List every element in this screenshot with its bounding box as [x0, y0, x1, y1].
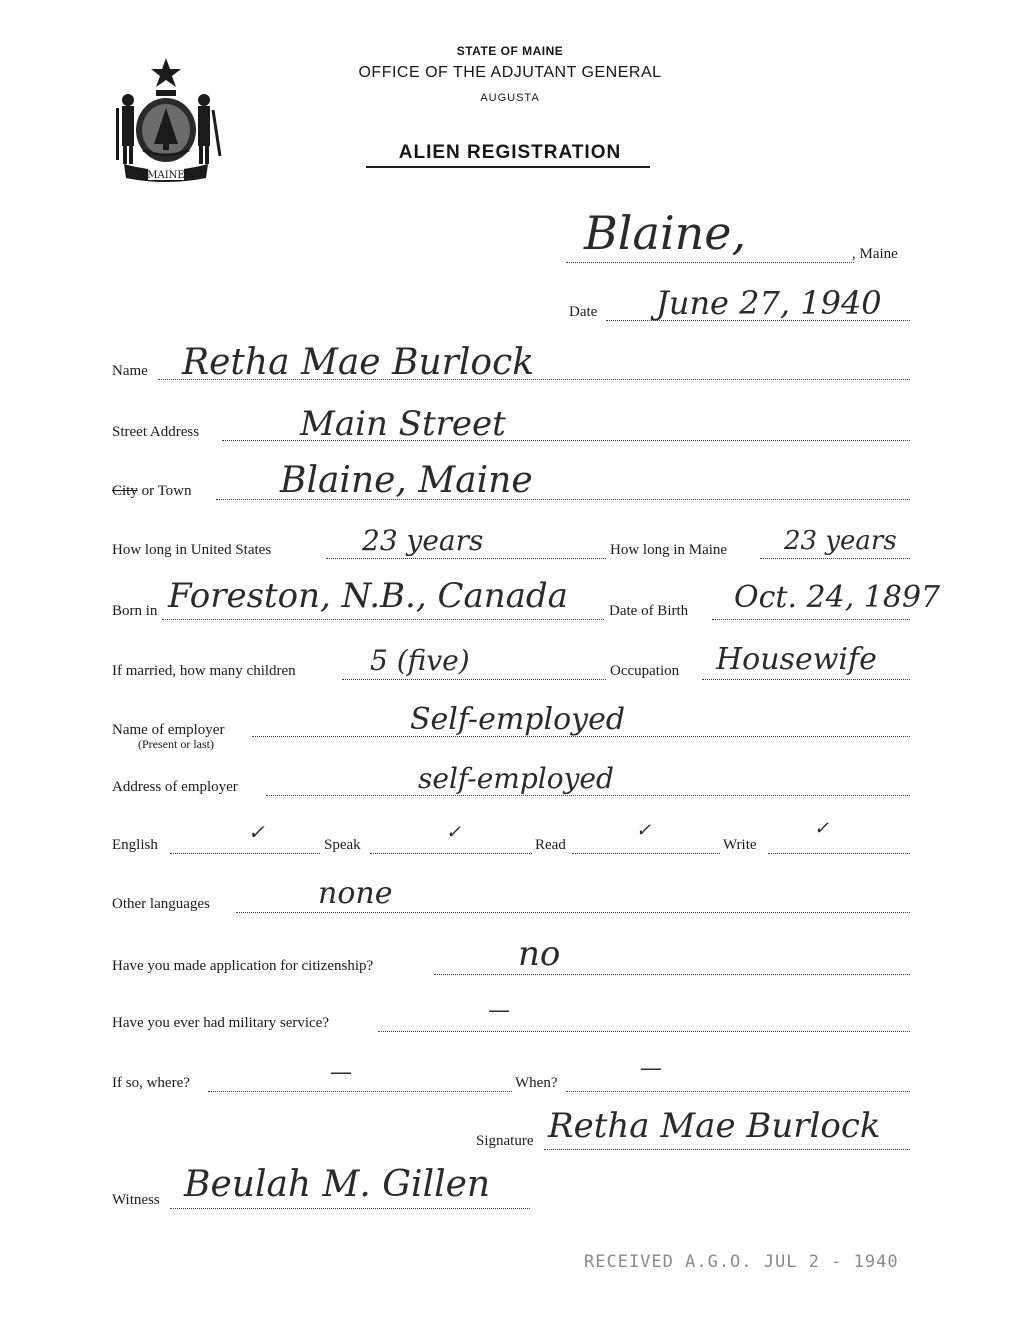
- employer-address-label: Address of employer: [112, 779, 238, 795]
- read-line: [572, 853, 720, 854]
- read-mark: ✓: [636, 820, 652, 841]
- form-title: ALIEN REGISTRATION: [398, 142, 622, 163]
- city-label: [112, 483, 192, 500]
- name-label: Name: [112, 363, 148, 379]
- years-me-line: [760, 558, 910, 559]
- city-struck-label: City: [112, 483, 138, 499]
- other-languages-label: Other languages: [112, 896, 210, 912]
- born-label: Born in: [112, 603, 158, 619]
- place-line: [566, 262, 854, 263]
- employer-sublabel: (Present or last): [138, 737, 214, 751]
- street-label: Street Address: [112, 424, 200, 440]
- when-line: [566, 1091, 910, 1092]
- town-label: or Town: [137, 483, 192, 499]
- name-value: Retha Mae Burlock: [182, 342, 535, 383]
- signature-line: [544, 1149, 910, 1150]
- place-value: Blaine,: [584, 206, 747, 260]
- date-label: Date: [569, 304, 598, 320]
- citizenship-line: [434, 974, 910, 975]
- military-value: —: [488, 998, 510, 1023]
- occupation-label: Occupation: [610, 663, 680, 679]
- years-me-label: How long in Maine: [610, 542, 728, 558]
- children-label: If married, how many children: [112, 663, 296, 679]
- when-value: —: [640, 1056, 662, 1081]
- witness-line: [170, 1208, 530, 1209]
- employer-label: Name of employer: [112, 722, 225, 738]
- born-line: [162, 619, 604, 620]
- dob-label: Date of Birth: [609, 603, 689, 619]
- city-value: Blaine, Maine: [280, 460, 533, 501]
- english-label: English: [112, 837, 158, 853]
- title-underline: [366, 166, 650, 168]
- where-line: [208, 1091, 512, 1092]
- dob-line: [712, 619, 910, 620]
- street-value: Main Street: [300, 404, 506, 444]
- dob-value: Oct. 24, 1897: [734, 580, 941, 615]
- military-label: Have you ever had military service?: [112, 1015, 329, 1031]
- other-languages-value: none: [318, 876, 393, 911]
- read-label: Read: [535, 837, 566, 853]
- witness-value: Beulah M. Gillen: [184, 1164, 491, 1205]
- write-mark: ✓: [814, 818, 830, 839]
- english-line: [170, 853, 320, 854]
- citizenship-value: no: [518, 934, 561, 974]
- maine-seal-icon: [110, 52, 222, 184]
- write-label: Write: [723, 837, 757, 853]
- write-line: [768, 853, 910, 854]
- speak-mark: ✓: [446, 822, 462, 843]
- occupation-line: [702, 679, 910, 680]
- employer-address-value: self-employed: [418, 762, 614, 795]
- svg-text:MAINE: MAINE: [147, 170, 185, 181]
- state-heading: STATE OF MAINE: [456, 44, 564, 58]
- occupation-value: Housewife: [716, 642, 877, 677]
- date-value: June 27, 1940: [656, 284, 882, 322]
- where-label: If so, where?: [112, 1075, 190, 1091]
- speak-label: Speak: [324, 837, 361, 853]
- witness-label: Witness: [112, 1192, 160, 1208]
- born-value: Foreston, N.B., Canada: [168, 576, 568, 616]
- signature-value: Retha Mae Burlock: [548, 1106, 881, 1146]
- english-mark: ✓: [248, 820, 265, 844]
- years-us-line: [326, 558, 606, 559]
- years-us-label: How long in United States: [112, 542, 272, 558]
- office-heading: OFFICE OF THE ADJUTANT GENERAL: [358, 64, 662, 81]
- place-suffix: , Maine: [852, 246, 898, 262]
- other-languages-line: [236, 912, 910, 913]
- city-heading: AUGUSTA: [480, 92, 540, 104]
- military-line: [378, 1031, 910, 1032]
- citizenship-label: Have you made application for citizenship?: [112, 958, 374, 974]
- when-label: When?: [515, 1075, 558, 1091]
- where-value: —: [330, 1060, 352, 1085]
- children-value: 5 (five): [370, 644, 470, 677]
- employer-value: Self-employed: [410, 702, 626, 737]
- employer-address-line: [266, 795, 910, 796]
- signature-label: Signature: [476, 1133, 534, 1149]
- children-line: [342, 679, 606, 680]
- years-me-value: 23 years: [784, 526, 897, 556]
- speak-line: [370, 853, 532, 854]
- years-us-value: 23 years: [362, 524, 484, 557]
- received-stamp: RECEIVED A.G.O. JUL 2 - 1940: [584, 1252, 899, 1272]
